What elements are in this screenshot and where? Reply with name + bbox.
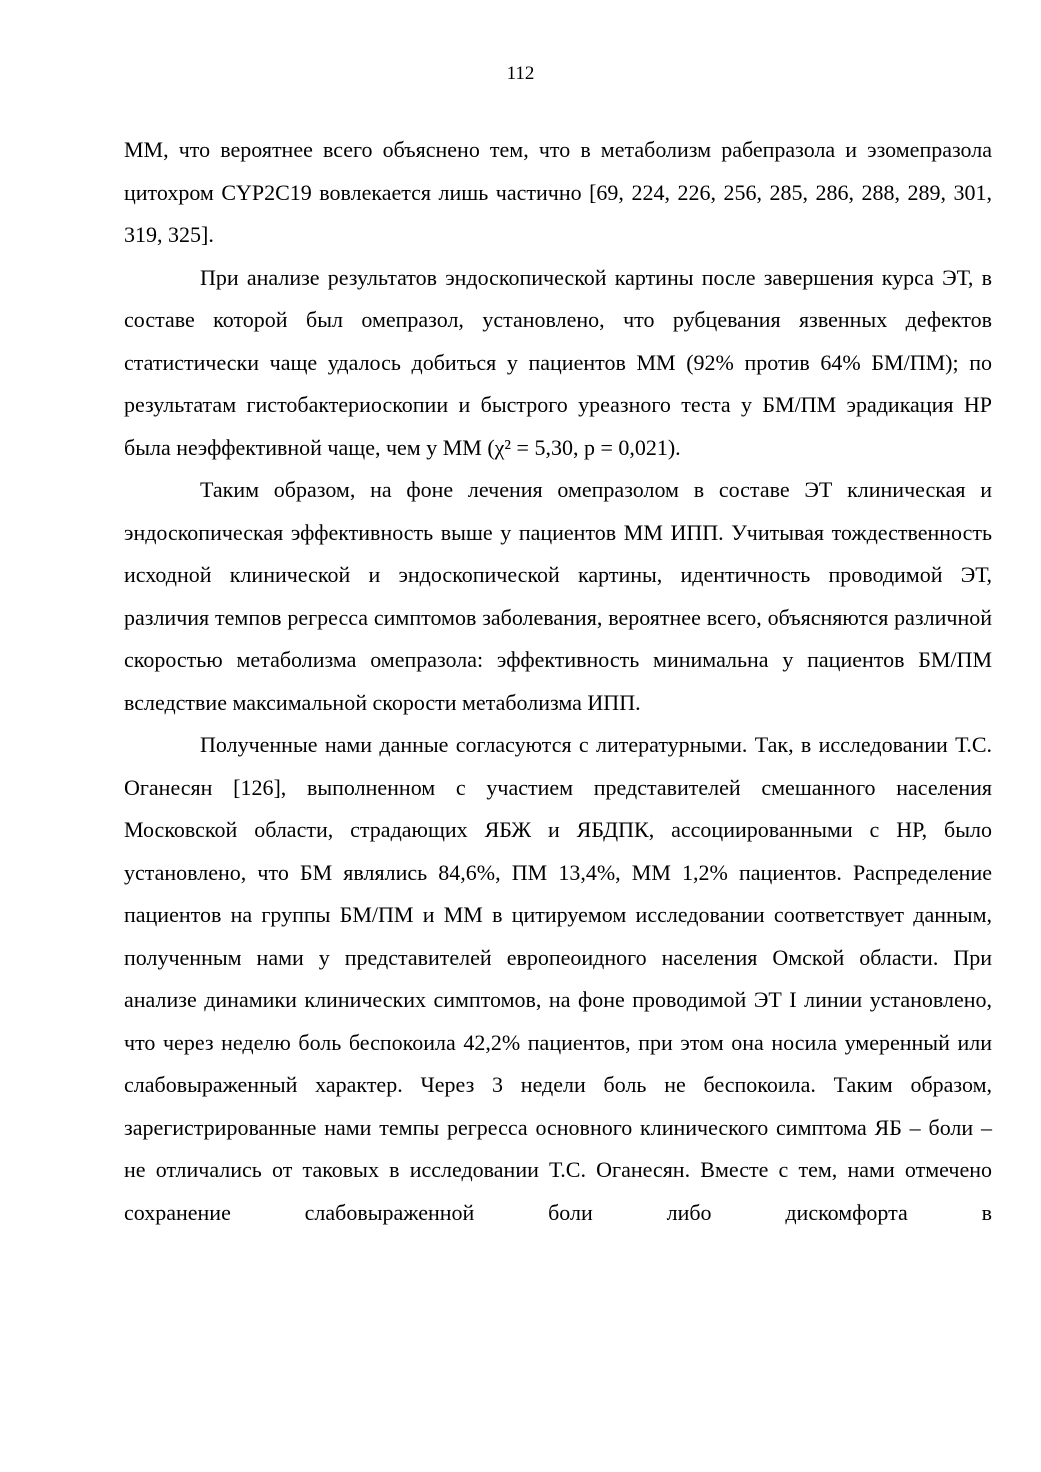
paragraph-endoscopy-results: При анализе результатов эндоскопической картины после завершения курса ЭТ, в составе которой был омепразол, установлено, что рубцевания язвенных дефектов статистически чаще удалось добиться у пациентов ММ (92% против 64% БМ/ПМ); по результатам гистобактериоскопии и быстрого уреазного теста у БМ/ПМ эрадикация НР была неэффективной чаще, чем у ММ (χ² = 5,30, р = 0,021). (124, 264, 992, 460)
document-body (124, 129, 992, 1234)
paragraph-conclusion: Таким образом, на фоне лечения омепразолом в составе ЭТ клиническая и эндоскопическая эффективность выше у пациентов ММ ИПП. Учитывая тождественность исходной клинической и эндоскопической картины, идентичность проводимой ЭТ, различия темпов регресса симптомов заболевания, вероятнее всего, объясняются различной скоростью метаболизма омепразола: эффективность минимальна у пациентов БМ/ПМ вследствие максимальной скорости метаболизма ИПП. (124, 477, 992, 715)
paragraph-literature-comparison: Полученные нами данные согласуются с литературными. Так, в исследовании Т.С. Оганесян [126], выполненном с участием представителей смешанного населения Московской области, страдающих ЯБЖ и ЯБДПК, ассоциированными с НР, было установлено, что БМ являлись 84,6%, ПМ 13,4%, ММ 1,2% пациентов. Распределение пациентов на группы БМ/ПМ и ММ в цитируемом исследовании соответствует данным, полученным нами у представителей европеоидного населения Омской области. При анализе динамики клинических симптомов, на фоне проводимой ЭТ I линии установлено, что через неделю боль беспокоила 42,2% пациентов, при этом она носила умеренный или слабовыраженный характер. Через 3 недели боль не беспокоила. Таким образом, зарегистрированные нами темпы регресса основного клинического симптома ЯБ – боли – не отличались от таковых в исследовании Т.С. Оганесян. Вместе с тем, нами отмечено сохранение слабовыраженной боли либо дискомфорта в (124, 732, 992, 1225)
paragraph-continuation: ММ, что вероятнее всего объяснено тем, что в метаболизм рабепразола и эзомепразола цитохром CYP2C19 вовлекается лишь частично [69, 224, 226, 256, 285, 286, 288, 289, 301, 319, 325]. (124, 137, 992, 247)
page-number: 112 (506, 63, 535, 84)
